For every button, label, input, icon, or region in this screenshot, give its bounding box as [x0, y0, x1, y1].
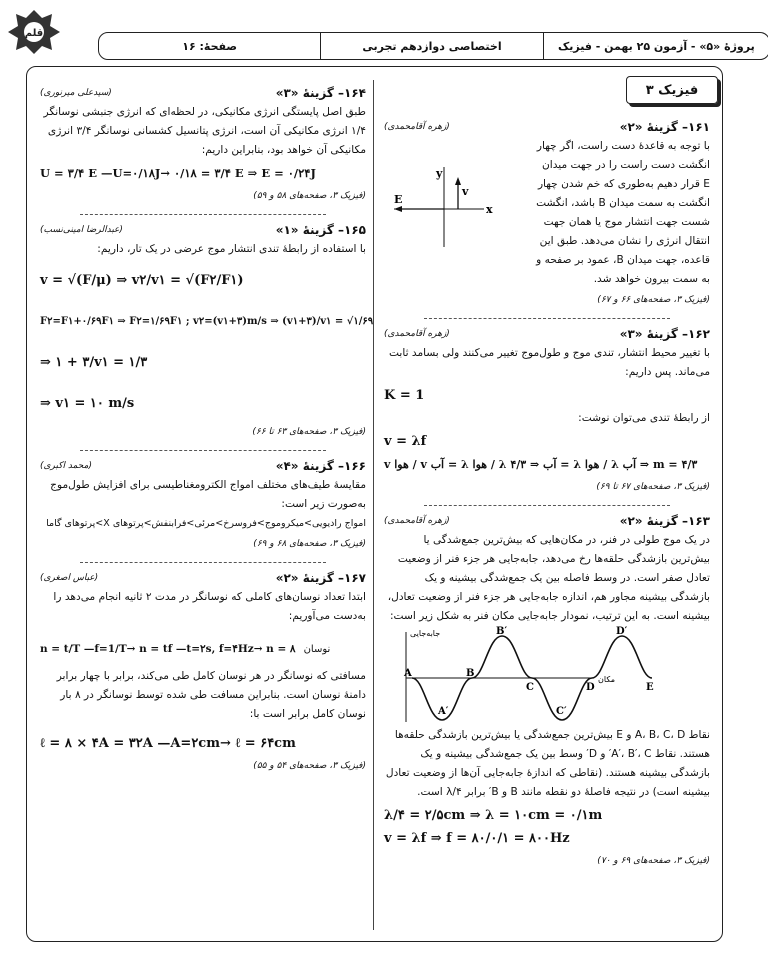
equation: U = ۳/۴ E —U=۰/۱۸J→ ۰/۱۸ = ۳/۴ E ⇒ E = ۰/۲۴J	[40, 166, 316, 180]
question-title: ۱۶۳– گزینهٔ «۲»	[619, 514, 710, 528]
header-page: صفحهٔ: ۱۶	[182, 39, 238, 53]
left-column	[40, 80, 374, 776]
displacement-graph	[384, 626, 710, 726]
question-165-text: با استفاده از رابطهٔ تندی انتشار موج عرضی در یک تار، داریم:	[97, 243, 366, 255]
field-diagram	[384, 137, 532, 257]
separator	[424, 318, 670, 319]
equation: v = λf ⇒ f = ۸۰/۰/۱ = ۸۰۰Hz	[384, 831, 570, 846]
question-title: ۱۶۲– گزینهٔ «۳»	[619, 327, 710, 341]
header-project: پروژهٔ «۵» - آزمون ۲۵ بهمن - فیزیک	[557, 39, 755, 53]
reference: (فیزیک ۳، صفحه‌های ۵۸ و ۵۹)	[253, 191, 366, 201]
velocity-label: v	[462, 185, 469, 198]
axis-y-label: y	[436, 167, 443, 180]
point-label: C′	[556, 706, 567, 717]
reference: (فیزیک ۳، صفحه‌های ۶۷ تا ۶۹)	[596, 482, 710, 492]
point-label: A	[404, 668, 412, 679]
question-161-header	[384, 118, 710, 137]
equation: ℓ = ۸ × ۴A = ۳۲A —A=۲cm→ ℓ = ۶۴cm	[40, 736, 296, 751]
point-label: A′	[438, 706, 449, 717]
axis-x-label: x	[486, 203, 493, 216]
question-author: (زهره آقامحمدی)	[384, 329, 450, 339]
header-section: اختصاصی دوازدهم تجربی	[362, 39, 502, 53]
spectrum-order: امواج رادیویی>میکروموج>فروسرخ>مرئی>فرابنفش>پرتوهای X>پرتوهای گاما	[46, 518, 366, 529]
question-author: (محمد اکبری)	[40, 461, 92, 471]
point-label: D′	[616, 626, 628, 637]
question-161-text: با توجه به قاعدهٔ دست راست، اگر چهار انگشت دست راست را در جهت میدان E قرار دهیم به‌طوری که خم شدن چهار انگشت به سمت میدان B باشد، انگشت شست جهت انتشار موج یا همان جهت انتقال انرژی را نشان می‌دهد. طبق این قاعده، جهت میدان B، عمود بر صفحه و به سمت بیرون خواهد شد.	[536, 140, 710, 285]
reference: (فیزیک ۳، صفحه‌های ۶۶ و ۶۷)	[597, 295, 710, 305]
question-title: ۱۶۷– گزینهٔ «۲»	[275, 571, 366, 585]
question-author: (زهره آقامحمدی)	[384, 122, 450, 132]
separator	[80, 214, 326, 215]
logo	[4, 6, 94, 68]
point-label: D	[586, 682, 595, 693]
header-divider	[543, 32, 544, 60]
separator	[80, 562, 326, 563]
right-column	[384, 80, 710, 871]
point-label: E	[646, 682, 654, 693]
unit-label: نوسان	[303, 644, 331, 655]
equation: F۲=F۱+۰/۶۹F۱ ⇒ F۲=۱/۶۹F۱ ; v۲=(v۱+۳)m/s ⇒ (v۱+۳)/v۱ = √۱/۶۹	[40, 316, 374, 327]
question-163-header	[384, 512, 710, 531]
question-title: ۱۶۱– گزینهٔ «۲»	[619, 120, 710, 134]
equation: ⇒ ۱ + ۳/v۱ = ۱/۳	[40, 355, 148, 370]
section-title: فیزیک ۳	[626, 76, 718, 104]
question-163-text: نقاط A، B، C، D و E بیش‌ترین جمع‌شدگی یا بیش‌ترین بازشدگی حلقه‌ها هستند. نقاط A′، B′، C′ و D′ وسط بین یک جمع‌شدگی بیشینه و یک بازشدگی بیشینه هستند. (نقاطی که اندازهٔ جابه‌جایی آن‌ها از وضعیت تعادل بیشینه است) در نتیجه فاصلهٔ دو نقطه مانند B و B′ برابر λ/۴ است.	[385, 729, 710, 798]
question-165-header	[40, 221, 366, 240]
point-label: B′	[496, 626, 508, 637]
equation: v = λf	[384, 434, 427, 449]
question-162-text: با تغییر محیط انتشار، تندی موج و طول‌موج تغییر می‌کنند ولی بسامد ثابت می‌ماند. پس داریم:	[389, 347, 710, 378]
equation: ⇒ v۱ = ۱۰ m/s	[40, 396, 135, 411]
separator	[80, 450, 326, 451]
point-label: B	[466, 668, 475, 679]
question-166-text: مقایسهٔ طیف‌های مختلف امواج الکترومغناطیسی برای افزایش طول‌موج به‌صورت زیر است:	[50, 479, 366, 510]
page-header	[98, 32, 768, 60]
graph-y-label: جابه‌جایی	[410, 629, 441, 638]
reference: (فیزیک ۳، صفحه‌های ۵۴ و ۵۵)	[253, 761, 366, 771]
question-author: (زهره آقامحمدی)	[384, 516, 450, 526]
equation: K = 1	[384, 388, 425, 403]
equation: λ/۴ = ۲/۵cm ⇒ λ = ۱۰cm = ۰/۱m	[384, 808, 603, 823]
question-author: (عباس اصغری)	[40, 573, 99, 583]
question-164-header	[40, 84, 366, 103]
question-author: (سیدعلی میرنوری)	[40, 88, 112, 98]
question-author: (عبدالرضا امینی‌نسب)	[40, 225, 123, 235]
question-167-text: ابتدا تعداد نوسان‌های کاملی که نوسانگر در مدت ۲ ثانیه انجام می‌دهد را به‌دست می‌آوریم:	[53, 591, 366, 622]
equation: v = √(F/μ) ⇒ v۲/v۱ = √(F۲/F۱)	[40, 273, 244, 288]
reference: (فیزیک ۳، صفحه‌های ۶۹ و ۷۰)	[597, 856, 710, 866]
question-164-text: طبق اصل پایستگی انرژی مکانیکی، در لحظه‌ای که انرژی جنبشی نوسانگر ۱/۴ انرژی مکانیکی آن است، انرژی پتانسیل کشسانی نوسانگر ۳/۴ انرژی مکانیکی آن خواهد بود، بنابراین داریم:	[43, 106, 366, 156]
question-163-text: در یک موج طولی در فنر، در مکان‌هایی که بیش‌ترین جمع‌شدگی یا بیش‌ترین بازشدگی حلقه‌ها رخ می‌دهد، جابه‌جایی هر جزء فنر از وضعیت تعادل صفر است. در وسط فاصله بین یک جمع‌شدگی بیشینه و یک بازشدگی بیشینه مجاور هم، اندازه جابه‌جایی هر جزء فنر از وضعیت تعادل، بیشینه است. به این ترتیب، نمودار جابه‌جایی مکان فنر به شکل زیر است:	[387, 534, 710, 622]
question-162-header	[384, 325, 710, 344]
point-label: C	[526, 682, 534, 693]
equation: v هوا / v آب = λ هوا / λ آب ⇒ ۴/۳ = λ هوا / λ آب ⇒ m = ۴/۳	[384, 458, 698, 471]
svg-text:قلم: قلم	[24, 28, 44, 39]
question-167-header	[40, 569, 366, 588]
graph-x-label: مکان	[598, 675, 616, 684]
question-title: ۱۶۵– گزینهٔ «۱»	[275, 223, 366, 237]
column-divider	[373, 80, 374, 930]
e-field-label: E	[394, 193, 403, 206]
reference: (فیزیک ۳، صفحه‌های ۶۸ و ۶۹)	[253, 539, 366, 549]
equation: n = t/T —f=1/T→ n = tf —t=۲s, f=۴Hz→ n = ۸	[40, 643, 296, 655]
question-167-text: مسافتی که نوسانگر در هر نوسان کامل طی می‌کند، برابر با چهار برابر دامنهٔ نوسان است. بنابراین مسافت طی شده توسط نوسانگر در ۸ بار نوسان کامل برابر است با:	[56, 670, 366, 720]
separator	[424, 505, 670, 506]
question-title: ۱۶۶– گزینهٔ «۴»	[275, 459, 366, 473]
reference: (فیزیک ۳، صفحه‌های ۶۳ تا ۶۶)	[252, 427, 366, 437]
header-divider	[320, 32, 321, 60]
question-162-text: از رابطهٔ تندی می‌توان نوشت:	[578, 412, 710, 424]
question-title: ۱۶۴– گزینهٔ «۳»	[275, 86, 366, 100]
question-166-header	[40, 457, 366, 476]
